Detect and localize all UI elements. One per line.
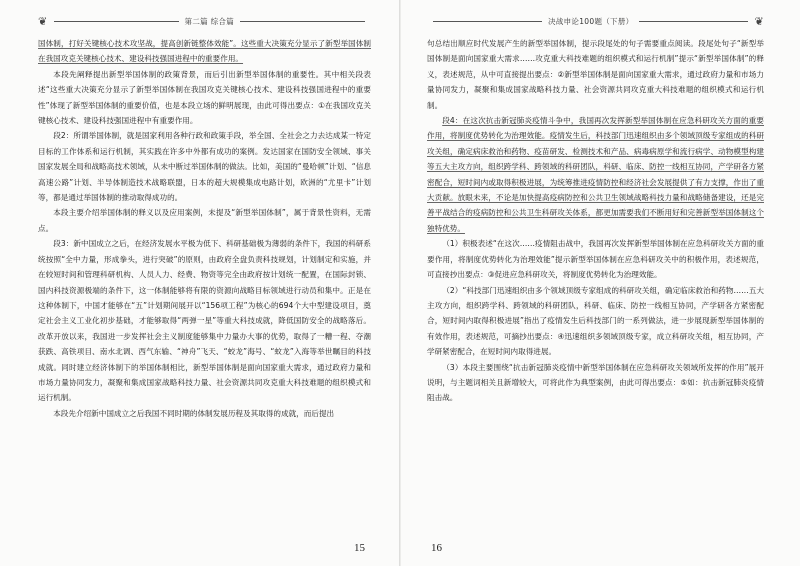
paragraph: （2）“科技部门迅速组织由多个领域顶级专家组成的科研攻关组，确定临床救治和药物……五大主攻方向，组织跨学科、跨领域的科研团队，科研、临床、防控一线相互协同，产学研各方紧密配合，短时间内取得积极进展”指出了疫情发生后科技部门的一系列做法，进一步展现新型举国体制的有效作用，表述规范，可摘抄出要点：④迅速组织多领域顶级专家，成立科研攻关组，相互协同，产学研紧密配合，在短时间内取得进展。	[427, 285, 764, 357]
left-page-body	[38, 36, 371, 532]
paragraph: 段3：新中国成立之后，在经济发展水平极为低下、科研基础极为薄弱的条件下，我国的科研系统按照“全中力量，形成拳头，进行突破”的原则，由政府全盘负责科技规划，计划制定和实施，并在较短时间和管理科研机构、人员人力、经费、物资等完全由政府按计划统一配置，在国际封锁、国内科技资源极端的条件下，这一体制能够将有限的资源向战略目标领域进行动员和集中。正是在这种体制下，中国才能够在“五”计划期间展开以“156项工程”为核心的694个大中型建设项目，奠定社会主义工业化初步基础，才能够取得“两弹一星”等重大科技成就，降低国防安全的战略落后。改革开放以来，我国进一步发挥社会主义制度能够集中力量办大事的优势，取得了一糟一程、夺潮获跌、高铁项目、南水北调、西气东输、“神舟”飞天、“蛟龙”海号、“蚊龙”入海等举世瞩目的科技成就。同时建立经济体制下的举国体制相比，新型举国体制是面向国家重大需求，通过政府力量和市场力量协同发力，凝聚和集成国家战略科技力量、社会资源共同攻克重大科技难题的组织模式和运行机制。	[38, 239, 371, 403]
header-rule	[54, 21, 179, 22]
left-page-header	[38, 14, 371, 28]
header-rule	[433, 21, 542, 22]
paragraph: 段2：所谓举国体制，就是国家利用各种行政和政策手段，举全国、全社会之力去达成某一特定目标的工作体系和运行机制，其实践在许多中外都有成功的案例。发达国家在国防安全领域、事关国家发展全局和战略高技术领域，从未中断过举国体制的做法。比如，美国的“曼哈顿”计划、“信息高速公路”计划、半导体制造技术战略联盟，日本的超大规模集成电路计划，欧洲的“尤里卡”计划等，都是通过举国体制的推动取得成功的。	[38, 131, 371, 203]
paragraph: 本段先介绍新中国成立之后我国不同时期的体制发展历程及其取得的成就，而后提出	[53, 408, 335, 418]
book-title: 决战申论100题（下册）	[548, 16, 634, 26]
paragraph: 句总结出顺应时代发展产生的新型举国体制，提示段尾处的句子需要重点阅读。段尾处句子“新型举国体制是面向国家重大需求……攻克重大科技难题的组织模式和运行机制”提示“新型举国体制”的释义，表述规范，从中可直接提出要点：②新型举国体制是面向国家重大需求，通过政府力量和市场力量协同发力，凝聚和集成国家战略科技力量、社会资源共同攻克重大科技难题的组织模式和运行机制。	[427, 39, 764, 110]
right-page-header	[427, 14, 764, 28]
page-number: 16	[431, 542, 442, 554]
paragraph: 本段先阐释提出新型举国体制的政策背景，而后引出新型举国体制的重要性。其中相关段表述“这些重大决策充分显示了新型举国体制在我国攻克关键核心技术、建设科技强国进程中的重要性”体现了新型举国体制的重要价值，也是本段立场的鲜明展现，由此可得出要点：①在我国攻克关键核心技术、建设科技强国进程中有重要作用。	[38, 69, 371, 126]
right-page-body	[427, 36, 764, 532]
paragraph: 国体制，打好关键核心技术攻坚战，提高创新链整体效能”。这些重大决策充分显示了新型举国体制在我国攻克关键核心技术、建设科技强国进程中的重要作用。	[38, 39, 371, 64]
paragraph: 段4：在这次抗击新冠肺炎疫情斗争中，我国再次发挥新型举国体制在应急科研攻关方面的重要作用，将制度优势转化为治理效能。疫情发生后，科技部门迅速组织由多个领域顶级专家组成的科研攻关组，确定病床救治和药物、疫苗研发、检测技术和产品、病毒病原学和流行病学、动物模型构建等五大主攻方向，组织跨学科、跨领域的科研团队，科研、临床、防控一线相互协同，产学研各方紧密配合，短时间内或取得积极进展，为统筹推进疫情防控和经济社会发展提供了有力支撑，作出了重大贡献。放眼未来，不论是加快提高疫病防控和公共卫生领域战略科技力量和战略储备建设，还是完善平战结合的疫病防控和公共卫生科研攻关体系，都更加需要我们不断用好和完善新型举国体制这个独特优势。	[427, 116, 764, 233]
section-title: 第二篇 综合篇	[184, 16, 235, 26]
header-rule	[240, 21, 365, 22]
page-number: 15	[354, 542, 365, 554]
header-rule	[639, 21, 748, 22]
scroll-ornament-icon: ❦	[38, 14, 48, 28]
paragraph: （3）本段主要围绕“抗击新冠肺炎疫情中新型举国体制在应急科研攻关领域所发挥的作用”展开说明，与主题词相关且新增较大，可将此作为典型案例，由此可得出要点：⑤如：抗击新冠肺炎疫情阻击战。	[427, 362, 764, 403]
paragraph: 本段主要介绍举国体制的释义以及应用案例，未提及“新型举国体制”，属于背景性资料，无需点。	[38, 208, 371, 233]
paragraph: （1）积极表述“在这次……疫情阻击战中，我国再次发挥新型举国体制在应急科研攻关方面的重要作用，将制度优势转化为治理效能”提示新型举国体制在应急科研攻关中的积极作用，表述规范，可直接抄出要点：③促进应急科研攻关，将制度优势转化为治理效能。	[427, 239, 764, 280]
scroll-ornament-icon: ❦	[754, 14, 765, 28]
left-page	[0, 0, 399, 566]
right-page	[401, 0, 800, 566]
